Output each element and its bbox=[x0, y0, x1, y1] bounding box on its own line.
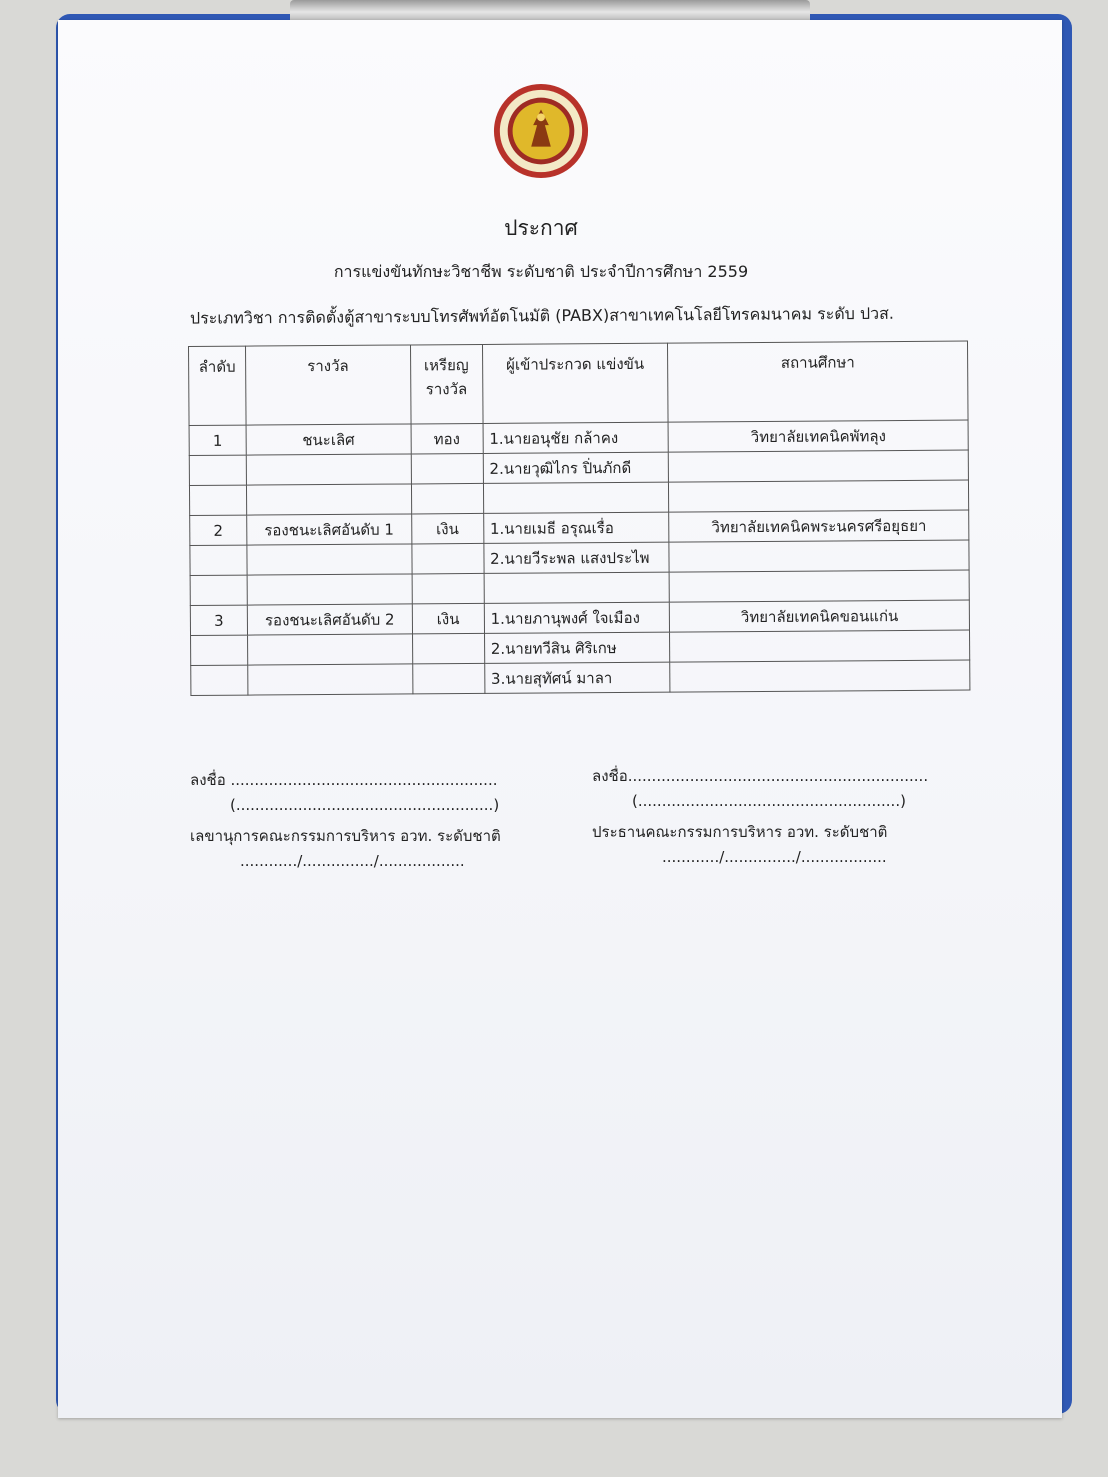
medal-cell: เงิน bbox=[411, 513, 483, 544]
contestant-cell: 2.นายวีระพล แสงประไพ bbox=[484, 542, 670, 573]
institution-cell: วิทยาลัยเทคนิคพัทลุง bbox=[668, 420, 968, 452]
award-cell bbox=[247, 574, 412, 605]
institution-cell bbox=[669, 570, 969, 602]
award-cell bbox=[246, 484, 411, 515]
signature-name-line: (.......................................................) bbox=[632, 792, 906, 810]
header-medal-line2: รางวัล bbox=[425, 380, 468, 399]
medal-cell bbox=[412, 663, 484, 694]
rank-cell bbox=[190, 575, 247, 605]
medal-cell bbox=[412, 543, 484, 574]
signature-line: ลงชื่อ............................................................... bbox=[592, 767, 929, 785]
award-cell bbox=[246, 454, 411, 485]
vocational-education-seal-icon bbox=[492, 82, 590, 180]
rank-cell bbox=[191, 665, 248, 695]
category-line: ประเภทวิชา การติดตั้งตู้สาขาระบบโทรศัพท์อัตโนมัติ (PABX)สาขาเทคโนโลยีโทรคมนาคม ระดับ ปวส. bbox=[189, 303, 894, 328]
contestant-cell: 1.นายเมธี อรุณเรื่อ bbox=[483, 512, 669, 543]
table-header-row bbox=[189, 341, 969, 425]
signature-line: ลงชื่อ ........................................................ bbox=[190, 771, 498, 789]
award-cell: ชนะเลิศ bbox=[246, 424, 411, 455]
rank-cell: 2 bbox=[190, 515, 247, 545]
table-row bbox=[191, 660, 970, 695]
medal-cell bbox=[412, 633, 484, 664]
results-table bbox=[188, 341, 970, 696]
contestant-cell bbox=[484, 572, 670, 603]
award-cell: รองชนะเลิศอันดับ 2 bbox=[247, 604, 412, 635]
header-medal bbox=[410, 344, 483, 424]
signature-block-secretary bbox=[190, 768, 501, 880]
header-rank: ลำดับ bbox=[189, 346, 247, 425]
header-award: รางวัล bbox=[245, 345, 410, 425]
rank-cell bbox=[189, 455, 246, 485]
institution-cell bbox=[669, 450, 969, 482]
contestant-cell bbox=[483, 482, 669, 513]
medal-cell: เงิน bbox=[412, 603, 484, 634]
signature-date-line: ............/.............../.................. bbox=[240, 852, 465, 870]
institution-cell: วิทยาลัยเทคนิคขอนแก่น bbox=[670, 600, 970, 632]
institution-cell bbox=[670, 660, 970, 692]
award-cell: รองชนะเลิศอันดับ 1 bbox=[247, 514, 412, 545]
header-institution: สถานศึกษา bbox=[668, 341, 968, 422]
rank-cell bbox=[190, 545, 247, 575]
rank-cell: 1 bbox=[189, 425, 246, 455]
competition-subtitle: การแข่งขันทักษะวิชาชีพ ระดับชาติ ประจำปีการศึกษา 2559 bbox=[333, 262, 749, 281]
signature-name-line: (......................................................) bbox=[230, 796, 500, 814]
contestant-cell: 3.นายสุทัศน์ มาลา bbox=[484, 662, 670, 693]
contestant-cell: 1.นายอนุชัย กล้าคง bbox=[483, 422, 669, 453]
rank-cell bbox=[191, 635, 248, 665]
header-contestants: ผู้เข้าประกวด แข่งขัน bbox=[482, 343, 668, 423]
award-cell bbox=[248, 664, 413, 695]
rank-cell bbox=[189, 485, 246, 515]
contestant-cell: 1.นายภานุพงศ์ ใจเมือง bbox=[484, 602, 670, 633]
signature-date-line: ............/.............../.................. bbox=[662, 848, 887, 866]
signature-role: เลขานุการคณะกรรมการบริหาร อวท. ระดับชาติ bbox=[190, 827, 501, 845]
contestant-cell: 2.นายวุฒิไกร ปิ่นภักดี bbox=[483, 452, 669, 483]
contestant-cell: 2.นายทวีสิน ศิริเกษ bbox=[484, 632, 670, 663]
medal-cell: ทอง bbox=[411, 423, 483, 454]
medal-cell bbox=[411, 453, 483, 484]
institution-cell bbox=[669, 480, 969, 512]
signature-role: ประธานคณะกรรมการบริหาร อวท. ระดับชาติ bbox=[592, 823, 888, 841]
page-title: ประกาศ bbox=[504, 216, 578, 240]
institution-cell bbox=[669, 540, 969, 572]
header-medal-line1: เหรียญ bbox=[423, 356, 469, 375]
signature-block-chairman bbox=[592, 764, 928, 876]
award-cell bbox=[247, 634, 412, 665]
institution-cell bbox=[670, 630, 970, 662]
rank-cell: 3 bbox=[190, 605, 247, 635]
medal-cell bbox=[412, 573, 484, 604]
announcement-paper bbox=[58, 20, 1062, 1418]
award-cell bbox=[247, 544, 412, 575]
institution-cell: วิทยาลัยเทคนิคพระนครศรีอยุธยา bbox=[669, 510, 969, 542]
medal-cell bbox=[411, 483, 483, 514]
